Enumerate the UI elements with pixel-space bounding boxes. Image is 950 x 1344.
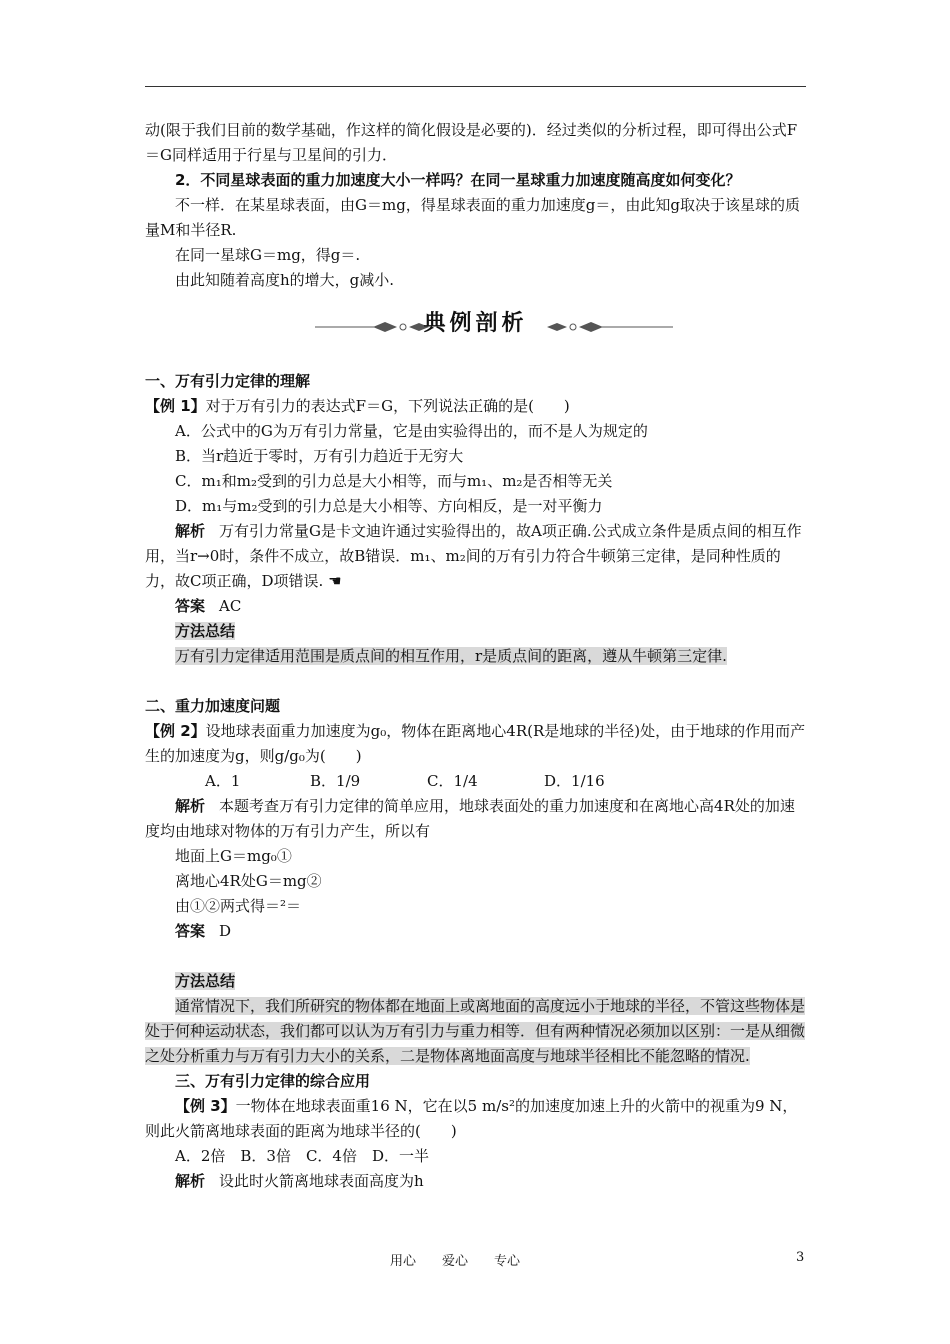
equation-1: 地面上G＝mg₀① xyxy=(175,847,292,865)
example-3-options: A．2倍 B．3倍 C．4倍 D．一半 xyxy=(175,1147,429,1165)
pointer-hand-icon: ☚ xyxy=(328,572,342,590)
analysis-text: 设此时火箭离地球表面高度为h xyxy=(219,1172,424,1190)
equation-3: 由①②两式得＝²＝ xyxy=(175,897,302,915)
example-1 xyxy=(145,394,806,419)
banner-title: 典例剖析 xyxy=(423,311,528,336)
example-2-option-a: A．1 xyxy=(205,772,241,790)
section-2-heading: 二、重力加速度问题 xyxy=(145,697,281,715)
answer-2-line-1: 不一样．在某星球表面，由G＝mg，得星球表面的重力加速度g＝，由此知g取决于该星球的质量M和半径R. xyxy=(145,196,801,239)
example-1-answer xyxy=(145,594,806,619)
intro-paragraph: 动(限于我们目前的数学基础，作这样的简化假设是必要的)．经过类似的分析过程，即可得出公式F＝G同样适用于行星与卫星间的引力． xyxy=(145,121,798,164)
answer-text: D xyxy=(219,922,232,940)
example-2-text: 设地球表面重力加速度为g₀，物体在距离地心4R(R是地球的半径)处，由于地球的作用而产生的加速度为g，则g/g₀为( ) xyxy=(145,722,806,765)
example-1-option-c: C．m₁和m₂受到的引力总是大小相等，而与m₁、m₂是否相等无关 xyxy=(175,472,613,490)
example-1-option-a: A．公式中的G为万有引力常量，它是由实验得出的，而不是人为规定的 xyxy=(175,422,648,440)
example-2-option-b: B．1/9 xyxy=(310,772,361,790)
question-2: 2．不同星球表面的重力加速度大小一样吗？在同一星球重力加速度随高度如何变化？ xyxy=(175,171,741,189)
summary-label: 方法总结 xyxy=(175,622,236,640)
example-3-text: 一物体在地球表面重16 N，它在以5 m/s²的加速度加速上升的火箭中的视重为9 N，则此火箭离地球表面的距离为地球半径的( ) xyxy=(145,1097,798,1140)
footer-motto: 用心 爱心 专心 xyxy=(390,1254,521,1269)
method-summary-2 xyxy=(145,969,806,994)
equation-2: 离地心4R处G＝mg② xyxy=(175,872,322,890)
analysis-label: 解析 xyxy=(175,797,206,815)
answer-label: 答案 xyxy=(175,922,206,940)
example-1-text: 对于万有引力的表达式F＝G，下列说法正确的是( ) xyxy=(205,397,570,415)
method-summary-1-text: 万有引力定律适用范围是质点间的相互作用，r是质点间的距离，遵从牛顿第三定律. xyxy=(175,647,727,665)
example-2-options xyxy=(145,769,806,794)
answer-2-line-3: 由此知随着高度h的增大，g减小. xyxy=(175,271,395,289)
banner-ornament-right xyxy=(547,319,677,339)
example-1-label: 【例 1】 xyxy=(145,397,206,415)
method-summary-2-text: 通常情况下，我们所研究的物体都在地面上或离地面的高度远小于地球的半径，不管这些物体是处于何种运动状态，我们都可以认为万有引力与重力相等．但有两种情况必须加以区别：一是从细微之处分析重力与万有引力大小的关系，二是物体离地面高度与地球半径相比不能忽略的情况. xyxy=(145,997,806,1065)
example-3-label: 【例 3】 xyxy=(175,1097,236,1115)
answer-label: 答案 xyxy=(175,597,206,615)
example-2-option-d: D．1/16 xyxy=(544,772,605,790)
section-banner xyxy=(145,305,806,355)
page-number: 3 xyxy=(796,1250,805,1265)
example-2-option-c: C．1/4 xyxy=(427,772,478,790)
analysis-text: 本题考查万有引力定律的简单应用，地球表面处的重力加速度和在离地心高4R处的加速度均由地球对物体的万有引力产生，所以有 xyxy=(145,797,795,840)
answer-2-line-2: 在同一星球G＝mg，得g＝. xyxy=(175,246,361,264)
method-summary-1 xyxy=(145,619,806,644)
example-1-option-b: B．当r趋近于零时，万有引力趋近于无穷大 xyxy=(175,447,464,465)
section-1-heading: 一、万有引力定律的理解 xyxy=(145,372,311,390)
summary-label: 方法总结 xyxy=(175,972,236,990)
analysis-text: 万有引力常量G是卡文迪许通过实验得出的，故A项正确.公式成立条件是质点间的相互作用，当r→0时，条件不成立，故B错误．m₁、m₂间的万有引力符合牛顿第三定律，是同种性质的力，故C项正确，D项错误. xyxy=(145,522,802,590)
example-2-analysis xyxy=(145,794,806,844)
example-2-label: 【例 2】 xyxy=(145,722,206,740)
example-3 xyxy=(145,1094,806,1144)
analysis-label: 解析 xyxy=(175,1172,206,1190)
page-content xyxy=(145,118,806,1194)
example-1-analysis xyxy=(145,519,806,594)
section-3-heading: 三、万有引力定律的综合应用 xyxy=(175,1072,371,1090)
example-2 xyxy=(145,719,806,769)
header-rule xyxy=(145,86,806,87)
example-2-answer xyxy=(145,919,806,944)
example-1-option-d: D．m₁与m₂受到的引力总是大小相等、方向相反，是一对平衡力 xyxy=(175,497,603,515)
example-3-analysis xyxy=(145,1169,806,1194)
analysis-label: 解析 xyxy=(175,522,206,540)
answer-text: AC xyxy=(219,597,242,615)
